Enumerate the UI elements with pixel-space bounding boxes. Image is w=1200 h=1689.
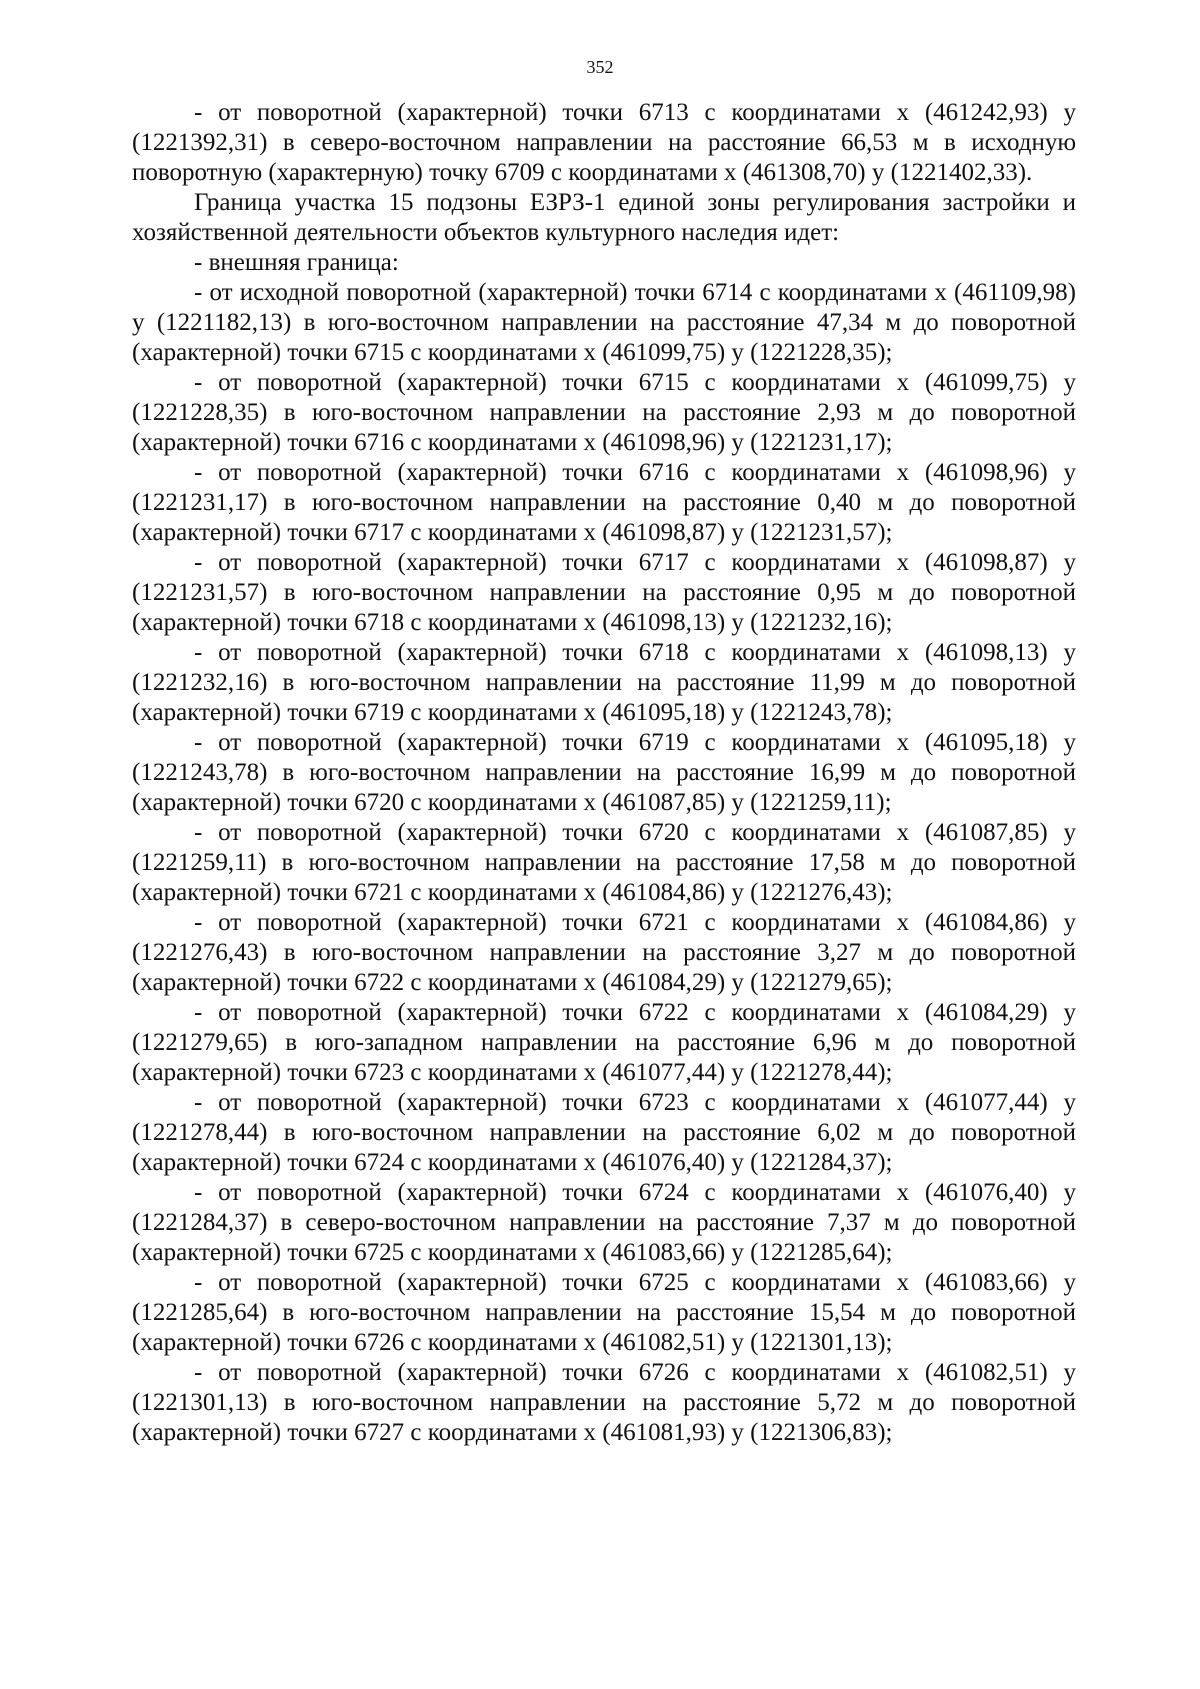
paragraph-boundary-6723-6724: - от поворотной (характерной) точки 6723 с координатами х (461077,44) у (1221278,44) в юго-восточном направлении на расстояние 6,02 м до поворотной (характерной) точки 6724 с координатами х (461076,40) у (1221284,37); bbox=[132, 1089, 1076, 1176]
paragraph-boundary-6724-6725: - от поворотной (характерной) точки 6724 с координатами х (461076,40) у (1221284,37) в северо-восточном направлении на расстояние 7,37 м до поворотной (характерной) точки 6725 с координатами х (461083,66) у (1221285,64); bbox=[132, 1179, 1076, 1266]
paragraph-boundary-6714-6715: - от исходной поворотной (характерной) точки 6714 с координатами х (461109,98) у (1221182,13) в юго-восточном направлении на расстояние 47,34 м до поворотной (характерной) точки 6715 с координатами х (461099,75) у (1221228,35); bbox=[132, 279, 1076, 366]
paragraph-boundary-6726-6727: - от поворотной (характерной) точки 6726 с координатами х (461082,51) у (1221301,13) в юго-восточном направлении на расстояние 5,72 м до поворотной (характерной) точки 6727 с координатами х (461081,93) у (1221306,83); bbox=[132, 1359, 1076, 1446]
paragraph-boundary-6716-6717: - от поворотной (характерной) точки 6716 с координатами х (461098,96) у (1221231,17) в юго-восточном направлении на расстояние 0,40 м до поворотной (характерной) точки 6717 с координатами х (461098,87) у (1221231,57); bbox=[132, 459, 1076, 546]
paragraph-boundary-6718-6719: - от поворотной (характерной) точки 6718 с координатами х (461098,13) у (1221232,16) в юго-восточном направлении на расстояние 11,99 м до поворотной (характерной) точки 6719 с координатами х (461095,18) у (1221243,78); bbox=[132, 639, 1076, 726]
paragraph-boundary-6717-6718: - от поворотной (характерной) точки 6717 с координатами х (461098,87) у (1221231,57) в юго-восточном направлении на расстояние 0,95 м до поворотной (характерной) точки 6718 с координатами х (461098,13) у (1221232,16); bbox=[132, 549, 1076, 636]
paragraph-boundary-6725-6726: - от поворотной (характерной) точки 6725 с координатами х (461083,66) у (1221285,64) в юго-восточном направлении на расстояние 15,54 м до поворотной (характерной) точки 6726 с координатами х (461082,51) у (1221301,13); bbox=[132, 1269, 1076, 1356]
paragraph-boundary-6722-6723: - от поворотной (характерной) точки 6722 с координатами х (461084,29) у (1221279,65) в юго-западном направлении на расстояние 6,96 м до поворотной (характерной) точки 6723 с координатами х (461077,44) у (1221278,44); bbox=[132, 999, 1076, 1086]
paragraph-outer-boundary-label: - внешняя граница: bbox=[194, 249, 399, 276]
paragraph-boundary-6719-6720: - от поворотной (характерной) точки 6719 с координатами х (461095,18) у (1221243,78) в юго-восточном направлении на расстояние 16,99 м до поворотной (характерной) точки 6720 с координатами х (461087,85) у (1221259,11); bbox=[132, 729, 1076, 816]
paragraph-boundary-6721-6722: - от поворотной (характерной) точки 6721 с координатами х (461084,86) у (1221276,43) в юго-восточном направлении на расстояние 3,27 м до поворотной (характерной) точки 6722 с координатами х (461084,29) у (1221279,65); bbox=[132, 909, 1076, 996]
paragraph-boundary-6715-6716: - от поворотной (характерной) точки 6715 с координатами х (461099,75) у (1221228,35) в юго-восточном направлении на расстояние 2,93 м до поворотной (характерной) точки 6716 с координатами х (461098,96) у (1221231,17); bbox=[132, 369, 1076, 456]
paragraph-area-15-heading: Граница участка 15 подзоны ЕЗРЗ-1 единой зоны регулирования застройки и хозяйственной деятельности объектов культурного наследия идет: bbox=[132, 189, 1076, 246]
paragraph-boundary-6713-6709: - от поворотной (характерной) точки 6713 с координатами х (461242,93) у (1221392,31) в северо-восточном направлении на расстояние 66,53 м в исходную поворотную (характерную) точку 6709 с координатами х (461308,70) у (1221402,33). bbox=[132, 99, 1076, 186]
page-number: 352 bbox=[586, 57, 614, 77]
document-body bbox=[132, 98, 1076, 1448]
paragraph-boundary-6720-6721: - от поворотной (характерной) точки 6720 с координатами х (461087,85) у (1221259,11) в юго-восточном направлении на расстояние 17,58 м до поворотной (характерной) точки 6721 с координатами х (461084,86) у (1221276,43); bbox=[132, 819, 1076, 906]
